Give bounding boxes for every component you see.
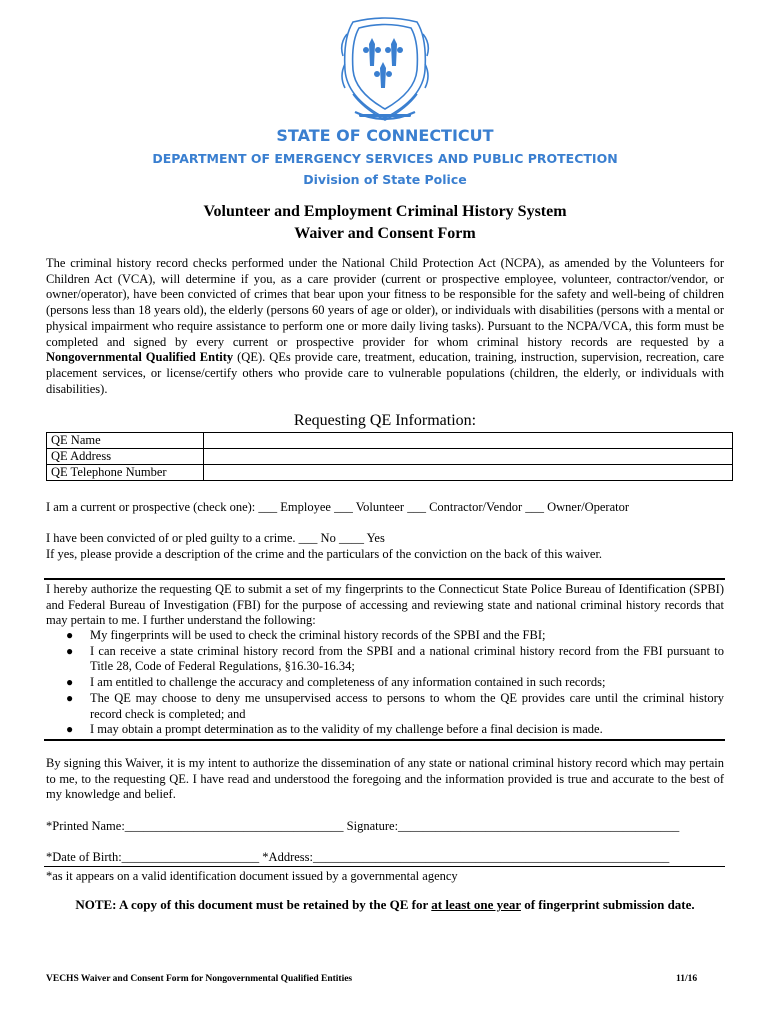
state-name: STATE OF CONNECTICUT: [276, 126, 494, 145]
bullet-text: I can receive a state criminal history record from the SPBI and a national criminal history record from the FBI pursuant to Title 28, Code of Federal Regulations, §16.30-16.34;: [90, 643, 724, 674]
status-checkline[interactable]: I am a current or prospective (check one): ___ Employee ___ Volunteer ___ Contractor/Vendor ___ Owner/Operator: [46, 500, 630, 514]
table-row: [47, 449, 733, 465]
retention-note: [0, 897, 770, 913]
dob-address-fields[interactable]: *Date of Birth:______________________ *Address:_________________________________________________________: [46, 850, 670, 864]
id-footnote: *as it appears on a valid identification document issued by a governmental agency: [46, 869, 458, 883]
bullet-text: I am entitled to challenge the accuracy and completeness of any information contained in such records;: [90, 675, 606, 690]
bullet-text: I may obtain a prompt determination as to the validity of my challenge before a final decision is made.: [90, 722, 603, 737]
bullet-icon: ●: [66, 690, 74, 705]
bullet-text: My fingerprints will be used to check the criminal history records of the SPBI and the FBI;: [90, 628, 546, 642]
table-row: [47, 433, 733, 449]
department-name: DEPARTMENT OF EMERGENCY SERVICES AND PUBLIC PROTECTION: [152, 151, 618, 166]
intro-text-2: (QE). QEs provide care, treatment, education, training, instruction, supervision, recreation, care placement services, or license/certify others who provide care to vulnerable populations (children, the elderly, or individuals with disabilities).: [46, 350, 725, 396]
bullet-text: The QE may choose to deny me unsupervised access to persons to whom the QE provides care until the criminal history record check is completed; and: [90, 690, 724, 721]
table-row: [47, 465, 733, 481]
signing-paragraph: By signing this Waiver, it is my intent to authorize the dissemination of any state or national criminal history record which may pertain to me, to the requesting QE. I have read and understood the foregoing and the information provided is true and accurate to the best of my knowledge and belief.: [46, 756, 724, 802]
field-underline: [44, 866, 725, 867]
conviction-checkline[interactable]: I have been convicted of or pled guilty to a crime. ___ No ____ Yes: [46, 531, 385, 545]
authorization-bullets: [46, 628, 724, 738]
bullet-icon: ●: [66, 722, 74, 737]
list-item: [46, 691, 724, 722]
connecticut-seal-icon: [333, 14, 437, 126]
bullet-icon: ●: [66, 675, 74, 690]
note-emphasis: at least one year: [431, 897, 521, 912]
section-divider: [44, 578, 725, 580]
qe-address-label: QE Address: [47, 449, 204, 465]
qe-telephone-label: QE Telephone Number: [47, 465, 204, 481]
list-item: [46, 644, 724, 675]
qe-name-label: QE Name: [47, 433, 204, 449]
bullet-icon: ●: [66, 628, 74, 642]
conviction-instructions: If yes, please provide a description of the crime and the particulars of the conviction on the back of this waiver.: [46, 547, 603, 561]
form-title: Volunteer and Employment Criminal History System: [203, 203, 567, 220]
note-prefix: NOTE: A copy of this document must be retained by the QE for: [75, 897, 432, 912]
authorization-paragraph: I hereby authorize the requesting QE to submit a set of my fingerprints to the Connecticut State Police Bureau of Identification (SPBI) and Federal Bureau of Investigation (FBI) for the purpose of accessing and reviewing state and national criminal history records that may pertain to me. I further understand the following:: [46, 582, 724, 628]
section-divider: [44, 739, 725, 741]
intro-bold-term: Nongovernmental Qualified Entity: [46, 350, 234, 365]
intro-text-1: The criminal history record checks performed under the National Child Protection Act (NCPA), as amended by the Volunteers for Children Act (VCA), will determine if you, as a care provider (current or prospective employee, volunteer, contractor/vendor, or owner/operator), have been convicted of crimes that bear upon your fitness to be responsible for the safety and well-being of children (persons less than 18 years old), the elderly (persons 60 years of age or older), or individuals with disabilities (persons with a mental or physical impairment who require assistance to perform one or more daily living tasks). Pursuant to the NCPA/VCA, this form must be completed and signed by every current or prospective provider for whom criminal history records are requested by a: [46, 256, 724, 349]
footer-form-name: VECHS Waiver and Consent Form for Nongovernmental Qualified Entities: [46, 974, 353, 984]
bullet-icon: ●: [66, 643, 74, 658]
intro-paragraph: [46, 256, 724, 397]
footer-revision-date: 11/16: [676, 974, 698, 984]
qe-section-heading: Requesting QE Information:: [293, 412, 477, 429]
list-item: [46, 722, 724, 738]
qe-name-field[interactable]: [204, 433, 733, 449]
list-item: [46, 675, 724, 691]
qe-address-field[interactable]: [204, 449, 733, 465]
division-name: Division of State Police: [303, 172, 467, 187]
qe-telephone-field[interactable]: [204, 465, 733, 481]
qe-info-table: [46, 432, 733, 481]
list-item: [46, 628, 724, 644]
name-signature-fields[interactable]: *Printed Name:___________________________________ Signature:_____________________________________________: [46, 819, 680, 833]
note-suffix: of fingerprint submission date.: [520, 897, 695, 912]
form-subtitle: Waiver and Consent Form: [294, 225, 476, 242]
